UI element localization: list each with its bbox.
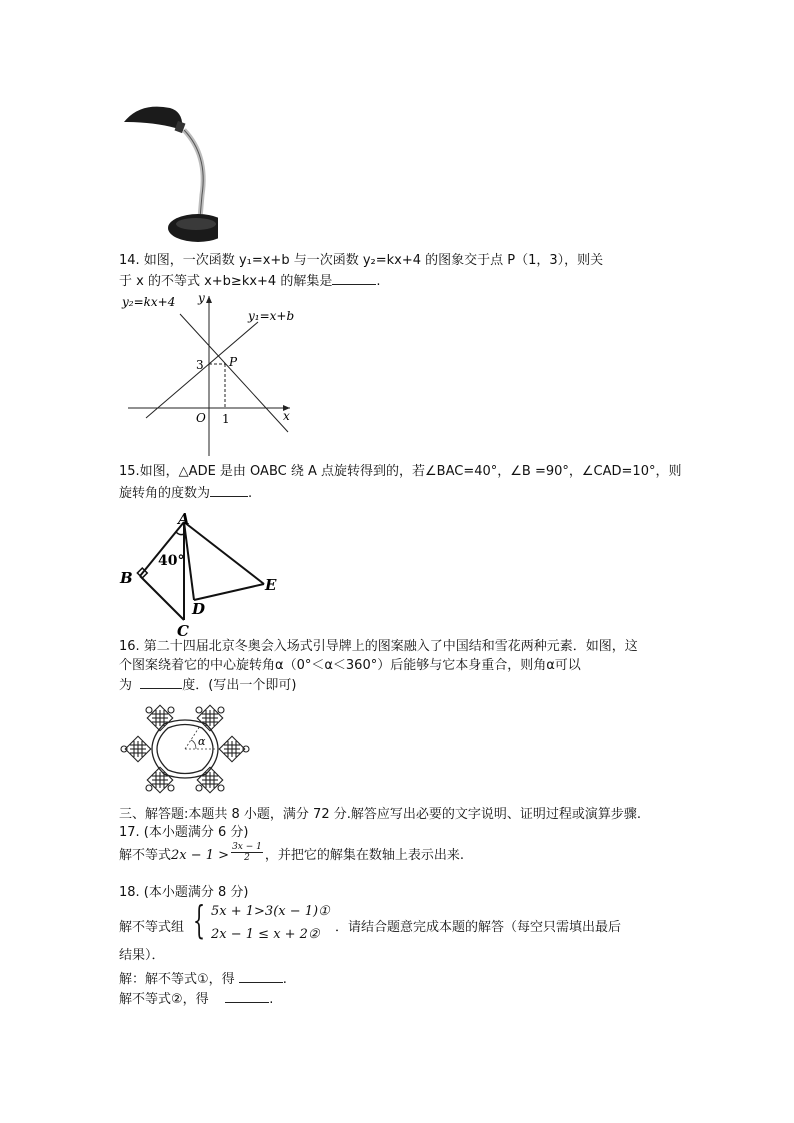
q18-answer-blank-2[interactable] — [225, 990, 269, 1003]
q18-inequality-2: 2x − 1 ≤ x + 2② — [211, 927, 320, 942]
q16-text-line3 — [119, 676, 296, 695]
q14-function-graph — [118, 292, 308, 460]
q16-text-line2: 个图案绕着它的中心旋转角α（0°＜α＜360°）后能够与它本身重合，则角α可以 — [119, 658, 581, 673]
desk-lamp-image — [118, 100, 218, 248]
label-a: A — [178, 510, 190, 528]
q14-answer-blank[interactable] — [332, 272, 376, 285]
q16-text-line1: 16. 第二十四届北京冬奥会入场式引导牌上的图案融入了中国结和雪花两种元素．如图，这 — [119, 639, 638, 654]
q15-text-line2-start: 旋转角的度数为 — [119, 486, 211, 501]
q18-text-line2: 结果）． — [119, 948, 165, 963]
label-tick-3: 3 — [196, 358, 204, 372]
q15-answer-blank[interactable] — [210, 484, 248, 497]
label-b: B — [120, 569, 133, 587]
q17-fraction — [231, 842, 263, 863]
q16-answer-blank[interactable] — [140, 676, 182, 689]
label-point-p: P — [229, 355, 238, 369]
q14-text-line1: 14. 如图，一次函数 y₁=x+b 与一次函数 y₂=kx+4 的图象交于点 P（1，3），则关 — [119, 253, 604, 268]
q18-solution-1 — [119, 970, 287, 989]
q18-text-end: ．请结合题意完成本题的解答（每空只需填出最后 — [335, 920, 622, 935]
q18-period-1: . — [282, 972, 287, 987]
q15-triangle-figure — [118, 508, 288, 638]
q17-fraction-denominator: 2 — [244, 853, 250, 863]
q16-text-line3-start: 为 — [119, 678, 133, 693]
q18-solution-2-text: 解不等式②，得 — [119, 992, 209, 1007]
label-y-axis: y — [198, 292, 205, 305]
label-x-axis: x — [283, 409, 290, 423]
q18-text-start: 解不等式组 — [119, 920, 185, 935]
q17-text-end: ，并把它的解集在数轴上表示出来. — [264, 848, 465, 863]
label-tick-1: 1 — [222, 412, 230, 426]
label-d: D — [192, 600, 206, 618]
q14-period: . — [376, 274, 381, 289]
q15-period: . — [248, 486, 253, 501]
q17-text — [119, 842, 465, 866]
q15-text-line2 — [119, 484, 252, 503]
q18-solution-2 — [119, 990, 273, 1009]
label-origin: O — [196, 411, 206, 425]
label-angle-40: 40° — [158, 553, 185, 569]
q17-header: 17. (本小题满分 6 分) — [119, 825, 249, 840]
label-y1: y₁=x+b — [248, 309, 295, 323]
q16-knot-pattern — [118, 696, 252, 802]
q18-header: 18. (本小题满分 8 分) — [119, 885, 249, 900]
q18-brace: { — [193, 898, 206, 942]
q17-fraction-numerator: 3x − 1 — [232, 842, 262, 852]
q16-text-line3-end: 度．(写出一个即可) — [182, 678, 297, 693]
q14-text-line2-start: 于 x 的不等式 x+b≥kx+4 的解集是 — [119, 274, 333, 289]
q14-text-line2 — [119, 272, 380, 291]
q15-text-line1: 15.如图，△ADE 是由 OABC 绕 A 点旋转得到的，若∠BAC=40°，∠B =90°，∠CAD=10°，则 — [119, 464, 682, 479]
label-alpha: α — [198, 735, 206, 748]
q18-period-2: . — [269, 992, 274, 1007]
section-3-heading: 三、解答题:本题共 8 小题，满分 72 分.解答应写出必要的文字说明、证明过程或演算步骤. — [119, 807, 641, 822]
q17-inequality-left: 2x − 1 > — [171, 848, 230, 863]
label-e: E — [265, 576, 277, 594]
q18-answer-blank-1[interactable] — [239, 970, 283, 983]
q18-inequality-1: 5x + 1>3(x − 1)① — [211, 904, 330, 919]
q18-solution-1-text: 解：解不等式①，得 — [119, 972, 235, 987]
q17-text-start: 解不等式 — [119, 848, 172, 863]
label-c: C — [177, 622, 189, 638]
label-y2: y₂=kx+4 — [122, 295, 176, 309]
